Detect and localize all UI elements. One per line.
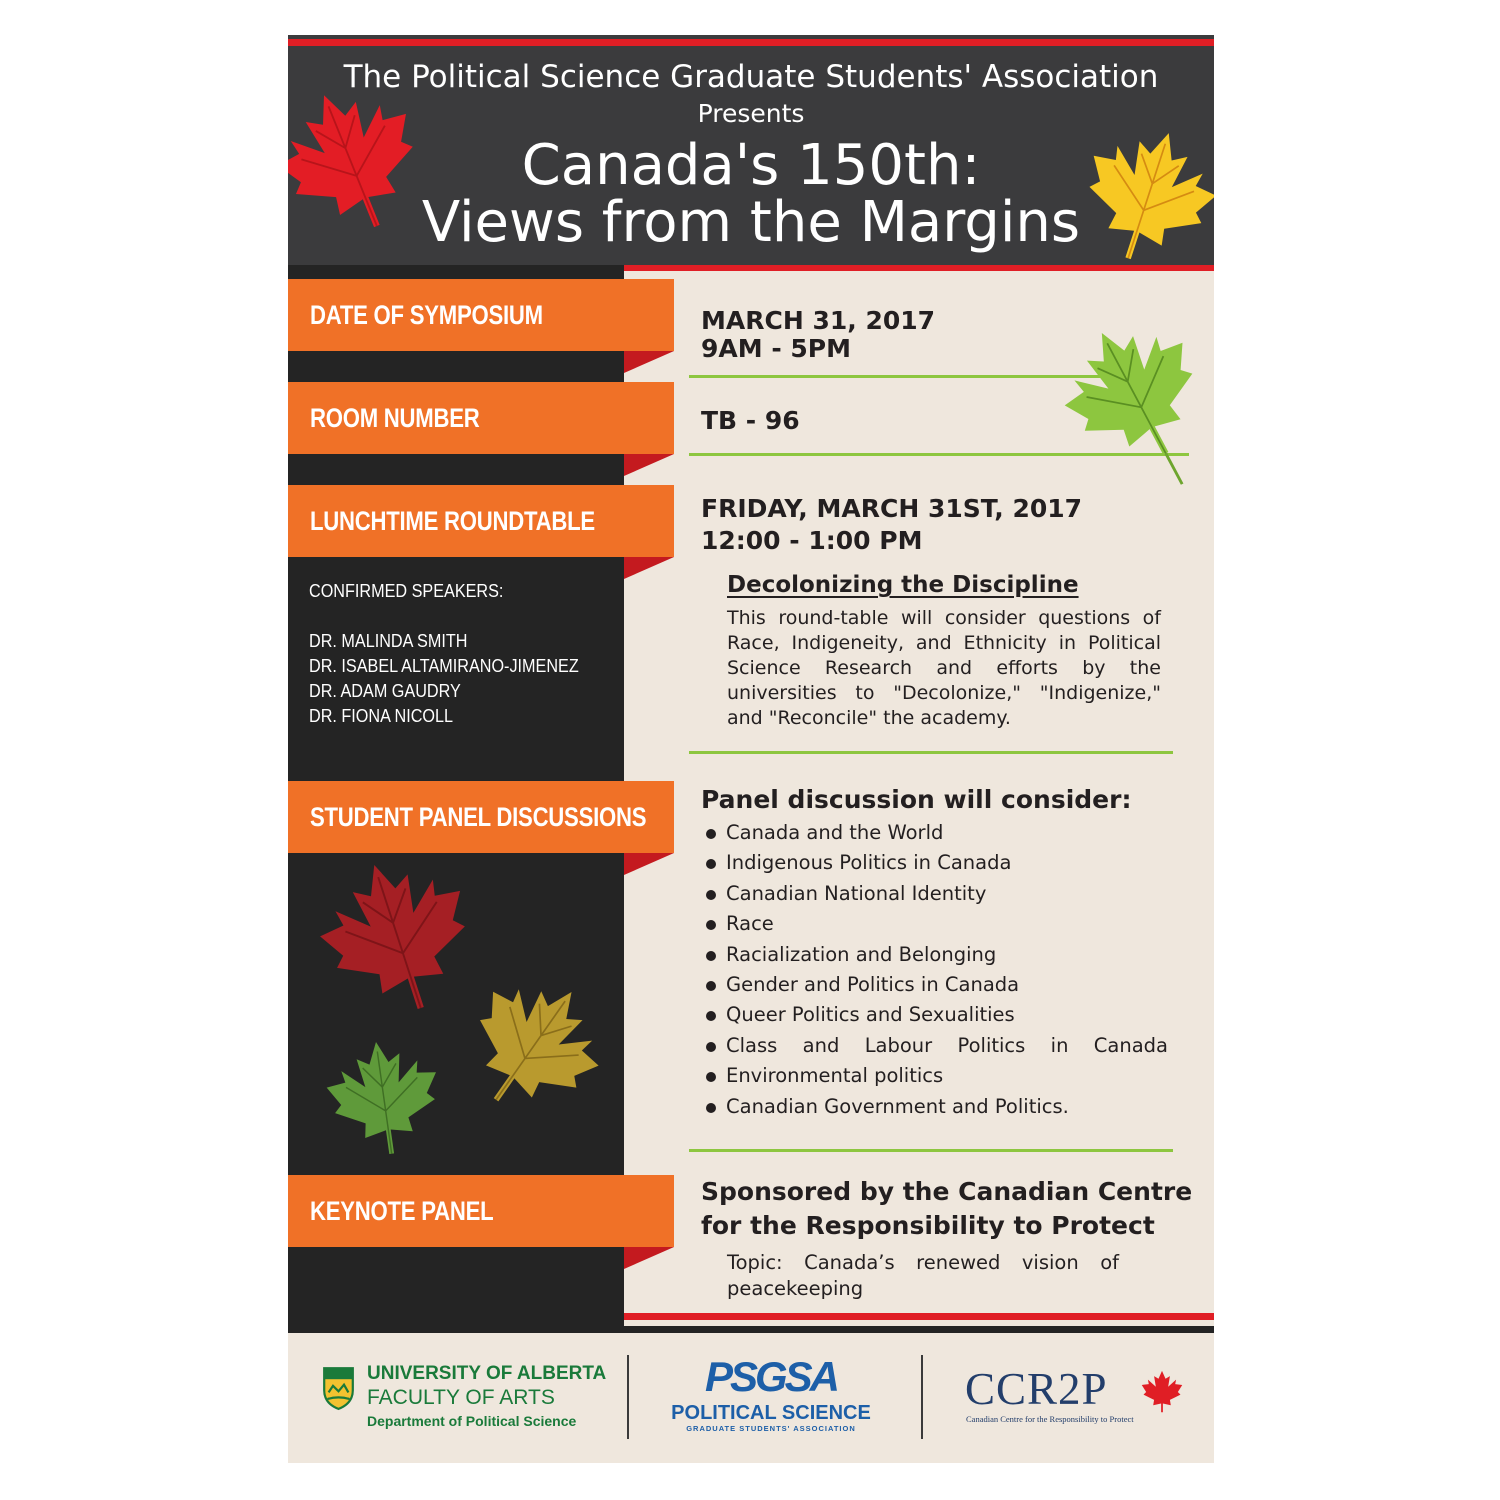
list-item: Environmental politics: [704, 1061, 1168, 1091]
room-number-value: TB - 96: [701, 406, 800, 435]
ribbon-label: KEYNOTE PANEL: [310, 1196, 494, 1226]
footer-divider: [627, 1355, 629, 1439]
footer-divider: [921, 1355, 923, 1439]
ribbon-fold: [624, 1247, 674, 1269]
crest-icon: [322, 1366, 355, 1410]
ribbon-lunchtime-roundtable: [288, 485, 674, 557]
keynote-topic: Topic: Canada’s renewed vision of peacekeeping: [727, 1251, 1119, 1300]
ribbon-label: ROOM NUMBER: [310, 403, 480, 433]
list-item: Class and Labour Politics in Canada: [704, 1031, 1168, 1061]
symposium-time-value: 9AM - 5PM: [701, 334, 851, 363]
ribbon-room-number: [288, 382, 674, 454]
speaker-name: DR. MALINDA SMITH: [309, 631, 468, 651]
presents-text: Presents: [697, 99, 805, 128]
event-poster: [288, 35, 1214, 1463]
ribbon-fold: [624, 557, 674, 579]
speaker-name: DR. ADAM GAUDRY: [309, 681, 461, 701]
sponsor-line1: Sponsored by the Canadian Centre: [701, 1177, 1193, 1206]
psgsa-subtitle: GRADUATE STUDENTS' ASSOCIATION: [686, 1424, 856, 1433]
poster-header: [288, 35, 1214, 265]
list-item: Canadian National Identity: [704, 879, 1168, 909]
ribbon-label: DATE OF SYMPOSIUM: [310, 300, 543, 330]
ccr2p-fullname: Canadian Centre for the Responsibility to Protect: [966, 1414, 1134, 1424]
maple-leaf-icon: [1036, 296, 1214, 492]
maple-leaf-icon: [316, 1031, 452, 1167]
ribbon-label: LUNCHTIME ROUNDTABLE: [310, 506, 595, 536]
list-item: Canadian Government and Politics.: [704, 1092, 1168, 1122]
session-title: Decolonizing the Discipline: [727, 572, 1079, 598]
green-divider: [689, 1149, 1173, 1152]
psgsa-logo: PSGSA: [704, 1353, 838, 1400]
ribbon-fold: [624, 454, 674, 476]
ua-faculty: FACULTY OF ARTS: [367, 1386, 555, 1409]
bottom-red-stripe: [624, 1313, 1214, 1320]
symposium-date-value: MARCH 31, 2017: [701, 306, 936, 335]
list-item: Queer Politics and Sexualities: [704, 1000, 1168, 1030]
maple-leaf-icon: [1140, 1370, 1184, 1414]
list-item: Race: [704, 909, 1168, 939]
list-item: Racialization and Belonging: [704, 940, 1168, 970]
ccr2p-logo: CCR2P: [965, 1364, 1108, 1414]
panel-heading: Panel discussion will consider:: [701, 785, 1132, 814]
session-description: This round-table will consider questions of Race, Indigeneity, and Ethnicity in Political Science Research and efforts by the universities to "Decolonize," "Indigenize," and "Reconcile" the academy.: [727, 607, 1161, 729]
ribbon-fold: [624, 351, 674, 373]
header-red-stripe: [288, 39, 1214, 46]
ua-department: Department of Political Science: [367, 1413, 577, 1429]
ribbon-student-panel-discussions: [288, 781, 674, 853]
speakers-heading: CONFIRMED SPEAKERS:: [309, 581, 504, 601]
organizer-name: The Political Science Graduate Students' Association: [343, 59, 1159, 95]
event-title-line1: Canada's 150th:: [521, 133, 981, 198]
roundtable-date-value: FRIDAY, MARCH 31ST, 2017: [701, 494, 1083, 523]
roundtable-time-value: 12:00 - 1:00 PM: [701, 526, 923, 555]
keynote-sponsor: [701, 1175, 1192, 1243]
sponsor-footer: [288, 1333, 1214, 1463]
green-divider: [689, 751, 1173, 754]
symposium-date: [701, 307, 935, 363]
ribbon-keynote-panel: [288, 1175, 674, 1247]
list-item: Indigenous Politics in Canada: [704, 848, 1168, 878]
list-item: Gender and Politics in Canada: [704, 970, 1168, 1000]
speaker-name: DR. ISABEL ALTAMIRANO-JIMENEZ: [309, 656, 579, 676]
psgsa-name: POLITICAL SCIENCE: [671, 1402, 871, 1424]
event-title-line2: Views from the Margins: [421, 190, 1081, 255]
ua-name: UNIVERSITY OF ALBERTA: [367, 1363, 607, 1384]
ribbon-date-of-symposium: [288, 279, 674, 351]
header-red-underline: [624, 265, 1214, 271]
bottom-dark-stripe: [288, 1326, 1214, 1333]
panel-topic-list: [704, 818, 1168, 1122]
roundtable-date: [701, 493, 1082, 557]
ribbon-label: STUDENT PANEL DISCUSSIONS: [310, 802, 647, 832]
maple-leaf-icon: [1060, 109, 1214, 285]
list-item: Canada and the World: [704, 818, 1168, 848]
ribbon-fold: [624, 853, 674, 875]
speaker-name: DR. FIONA NICOLL: [309, 706, 454, 726]
sponsor-line2: for the Responsibility to Protect: [701, 1211, 1155, 1240]
